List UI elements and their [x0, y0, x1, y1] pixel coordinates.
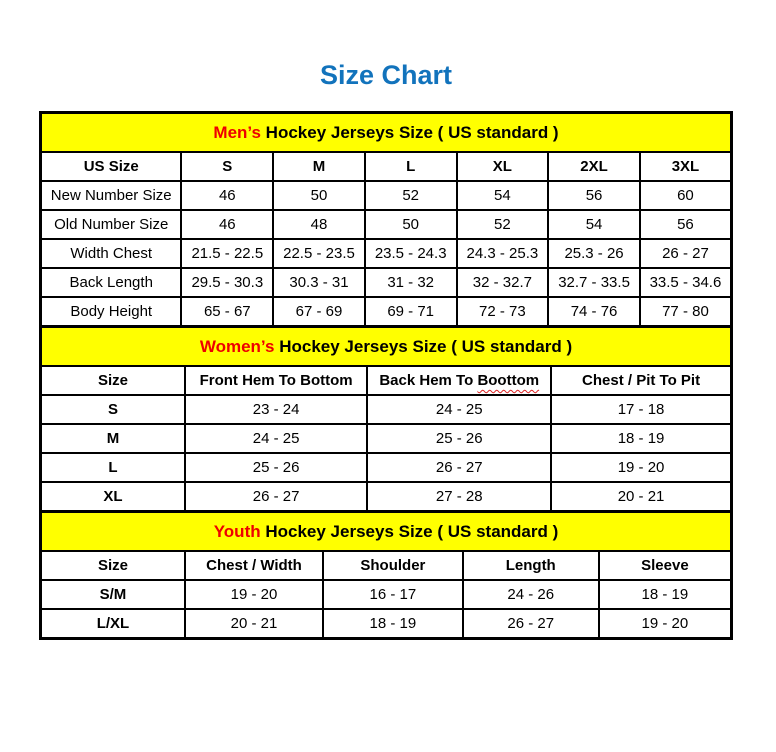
mens-value-cell: 46 — [181, 210, 273, 239]
mens-value-cell: 74 - 76 — [548, 297, 640, 327]
mens-band-text: Hockey Jerseys Size ( US standard ) — [260, 122, 559, 142]
womens-band-row — [41, 327, 732, 367]
youth-row — [41, 580, 732, 609]
mens-value-cell: 69 - 71 — [365, 297, 457, 327]
mens-value-cell: 29.5 - 30.3 — [181, 268, 273, 297]
womens-value-cell: 27 - 28 — [367, 482, 551, 512]
page-title: Size Chart — [319, 60, 453, 90]
womens-row-label: S — [41, 395, 185, 424]
youth-value-cell: 24 - 26 — [463, 580, 599, 609]
youth-band-highlight: Youth — [213, 521, 261, 541]
youth-value-cell: 26 - 27 — [463, 609, 599, 639]
mens-value-cell: 67 - 69 — [273, 297, 365, 327]
mens-size-table — [39, 111, 733, 328]
womens-band-highlight: Women’s — [199, 336, 275, 356]
womens-value-cell: 23 - 24 — [185, 395, 367, 424]
mens-value-cell: 56 — [548, 181, 640, 210]
womens-value-cell: 25 - 26 — [185, 453, 367, 482]
womens-value-cell: 24 - 25 — [367, 395, 551, 424]
youth-value-cell: 18 - 19 — [599, 580, 732, 609]
mens-value-cell: 32 - 32.7 — [457, 268, 549, 297]
mens-value-cell: 52 — [365, 181, 457, 210]
womens-value-cell: 20 - 21 — [551, 482, 731, 512]
mens-value-cell: 23.5 - 24.3 — [365, 239, 457, 268]
mens-value-cell: 65 - 67 — [181, 297, 273, 327]
womens-value-cell: 19 - 20 — [551, 453, 731, 482]
mens-row-label: Old Number Size — [41, 210, 182, 239]
size-tables-container — [0, 111, 776, 640]
womens-col-header-misspelled-word: Boottom — [477, 372, 540, 389]
womens-row-label: L — [41, 453, 185, 482]
mens-value-cell: 50 — [365, 210, 457, 239]
youth-col-header: Length — [463, 551, 599, 580]
mens-value-cell: 54 — [548, 210, 640, 239]
mens-value-cell: 48 — [273, 210, 365, 239]
mens-row-label: New Number Size — [41, 181, 182, 210]
youth-size-table — [39, 510, 733, 640]
mens-value-cell: 50 — [273, 181, 365, 210]
mens-row — [41, 210, 732, 239]
mens-value-cell: 52 — [457, 210, 549, 239]
womens-row-label: M — [41, 424, 185, 453]
mens-row-label: Back Length — [41, 268, 182, 297]
mens-value-cell: 33.5 - 34.6 — [640, 268, 732, 297]
mens-header-row — [41, 152, 732, 181]
mens-row — [41, 297, 732, 327]
youth-value-cell: 16 - 17 — [323, 580, 463, 609]
mens-value-cell: 25.3 - 26 — [548, 239, 640, 268]
youth-value-cell: 19 - 20 — [185, 580, 323, 609]
mens-value-cell: 77 - 80 — [640, 297, 732, 327]
mens-col-header: L — [365, 152, 457, 181]
mens-value-cell: 30.3 - 31 — [273, 268, 365, 297]
womens-band-text: Hockey Jerseys Size ( US standard ) — [274, 336, 573, 356]
mens-value-cell: 56 — [640, 210, 732, 239]
mens-row — [41, 268, 732, 297]
mens-value-cell: 32.7 - 33.5 — [548, 268, 640, 297]
youth-value-cell: 20 - 21 — [185, 609, 323, 639]
womens-value-cell: 26 - 27 — [367, 453, 551, 482]
youth-value-cell: 19 - 20 — [599, 609, 732, 639]
youth-header-row — [41, 551, 732, 580]
mens-col-header: US Size — [41, 152, 182, 181]
mens-value-cell: 22.5 - 23.5 — [273, 239, 365, 268]
mens-value-cell: 46 — [181, 181, 273, 210]
womens-value-cell: 26 - 27 — [185, 482, 367, 512]
youth-row-label: L/XL — [41, 609, 185, 639]
mens-value-cell: 54 — [457, 181, 549, 210]
youth-row-label: S/M — [41, 580, 185, 609]
mens-band-title — [41, 113, 732, 153]
mens-value-cell: 60 — [640, 181, 732, 210]
mens-col-header: XL — [457, 152, 549, 181]
womens-col-header: Front Hem To Bottom — [185, 366, 367, 395]
mens-value-cell: 21.5 - 22.5 — [181, 239, 273, 268]
mens-col-header: 2XL — [548, 152, 640, 181]
womens-header-row — [41, 366, 732, 395]
womens-col-header-text: Back Hem To — [379, 372, 478, 389]
womens-row — [41, 424, 732, 453]
mens-col-header: M — [273, 152, 365, 181]
mens-row-label: Body Height — [41, 297, 182, 327]
youth-band-text: Hockey Jerseys Size ( US standard ) — [260, 521, 559, 541]
mens-row — [41, 239, 732, 268]
mens-band-row — [41, 113, 732, 153]
womens-col-header: Chest / Pit To Pit — [551, 366, 731, 395]
youth-col-header: Chest / Width — [185, 551, 323, 580]
mens-value-cell: 31 - 32 — [365, 268, 457, 297]
womens-value-cell: 25 - 26 — [367, 424, 551, 453]
womens-size-table — [39, 325, 733, 513]
mens-row — [41, 181, 732, 210]
youth-col-header: Size — [41, 551, 185, 580]
womens-value-cell: 24 - 25 — [185, 424, 367, 453]
mens-row-label: Width Chest — [41, 239, 182, 268]
womens-row — [41, 453, 732, 482]
youth-band-title — [41, 512, 732, 552]
youth-value-cell: 18 - 19 — [323, 609, 463, 639]
womens-row — [41, 482, 732, 512]
womens-row-label: XL — [41, 482, 185, 512]
mens-value-cell: 24.3 - 25.3 — [457, 239, 549, 268]
mens-value-cell: 26 - 27 — [640, 239, 732, 268]
youth-col-header: Sleeve — [599, 551, 732, 580]
youth-col-header: Shoulder — [323, 551, 463, 580]
womens-value-cell: 17 - 18 — [551, 395, 731, 424]
womens-col-header: Size — [41, 366, 185, 395]
mens-col-header: 3XL — [640, 152, 732, 181]
womens-row — [41, 395, 732, 424]
mens-col-header: S — [181, 152, 273, 181]
size-chart-page — [0, 60, 776, 640]
mens-value-cell: 72 - 73 — [457, 297, 549, 327]
mens-band-highlight: Men’s — [213, 122, 261, 142]
youth-row — [41, 609, 732, 639]
youth-band-row — [41, 512, 732, 552]
womens-col-header — [367, 366, 551, 395]
womens-band-title — [41, 327, 732, 367]
womens-value-cell: 18 - 19 — [551, 424, 731, 453]
